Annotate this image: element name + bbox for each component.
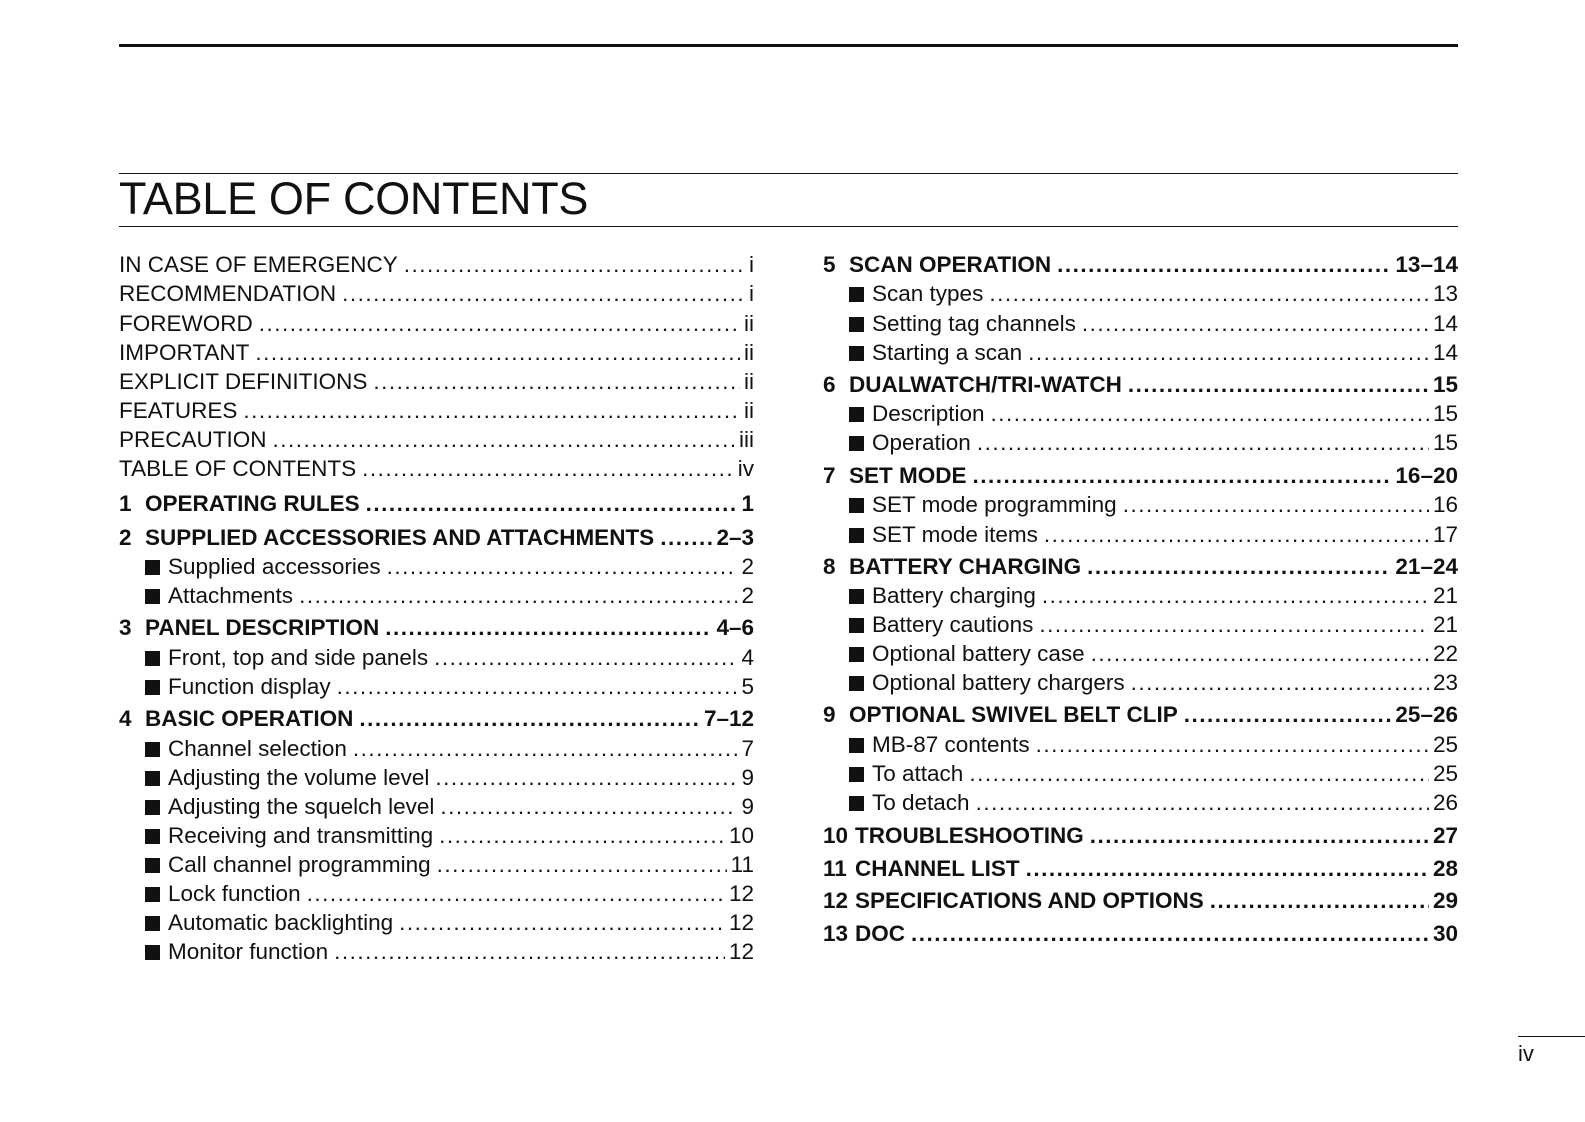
- entry-label: TROUBLESHOOTING: [855, 823, 1084, 848]
- toc-subentry[interactable]: [823, 611, 1458, 639]
- toc-subentry[interactable]: [119, 909, 754, 937]
- square-bullet-icon: [849, 676, 864, 691]
- toc-section-entry[interactable]: [119, 705, 754, 733]
- toc-section-entry[interactable]: [119, 524, 754, 552]
- toc-subentry[interactable]: [823, 731, 1458, 759]
- entry-page-number: ii: [744, 398, 754, 423]
- entry-page-number: 29: [1432, 888, 1458, 913]
- entry-label: Optional battery case: [872, 641, 1085, 666]
- entry-label: CHANNEL LIST: [855, 856, 1020, 881]
- entry-page-number: 9: [741, 794, 754, 819]
- entry-label: Battery charging: [872, 583, 1036, 608]
- dot-leader: [404, 251, 745, 279]
- entry-label: DOC: [855, 921, 905, 946]
- dot-leader: [353, 735, 738, 763]
- entry-label: To attach: [872, 761, 964, 786]
- dot-leader: [307, 880, 725, 908]
- entry-page-number: 15: [1432, 401, 1458, 426]
- entry-label: Operation: [872, 430, 971, 455]
- dot-leader: [437, 851, 727, 879]
- entry-label: FEATURES: [119, 398, 238, 423]
- section-number: 8: [823, 554, 836, 579]
- dot-leader: [337, 673, 738, 701]
- entry-page-number: 2: [741, 583, 754, 608]
- toc-subentry[interactable]: [823, 582, 1458, 610]
- dot-leader: [439, 822, 725, 850]
- dot-leader: [399, 909, 725, 937]
- square-bullet-icon: [849, 287, 864, 302]
- square-bullet-icon: [145, 916, 160, 931]
- entry-page-number: iii: [739, 427, 754, 452]
- toc-subentry[interactable]: [823, 760, 1458, 788]
- entry-label: TABLE OF CONTENTS: [119, 456, 357, 481]
- toc-subentry[interactable]: [119, 764, 754, 792]
- section-number: 3: [119, 615, 132, 640]
- entry-page-number: 2–3: [716, 525, 754, 550]
- entry-page-number: 4–6: [716, 615, 754, 640]
- toc-section-entry[interactable]: [823, 371, 1458, 399]
- dot-leader: [1184, 701, 1392, 729]
- entry-label: Scan types: [872, 281, 984, 306]
- entry-page-number: 21–24: [1395, 554, 1458, 579]
- entry-label: Call channel programming: [168, 852, 431, 877]
- entry-page-number: 16: [1432, 492, 1458, 517]
- dot-leader: [1090, 822, 1429, 850]
- entry-page-number: i: [749, 281, 754, 306]
- entry-page-number: 1: [741, 491, 754, 516]
- dot-leader: [1210, 887, 1429, 915]
- square-bullet-icon: [849, 796, 864, 811]
- entry-page-number: 30: [1432, 921, 1458, 946]
- title-rule-bottom: [119, 226, 1458, 227]
- toc-subentry[interactable]: [119, 644, 754, 672]
- toc-subentry[interactable]: [823, 789, 1458, 817]
- toc-subentry[interactable]: [823, 400, 1458, 428]
- toc-subentry[interactable]: [119, 582, 754, 610]
- dot-leader: [362, 455, 734, 483]
- dot-leader: [1028, 339, 1429, 367]
- entry-page-number: 15: [1432, 430, 1458, 455]
- square-bullet-icon: [145, 589, 160, 604]
- toc-entry[interactable]: [119, 339, 754, 367]
- toc-section-entry[interactable]: [823, 701, 1458, 729]
- square-bullet-icon: [849, 528, 864, 543]
- toc-subentry[interactable]: [823, 491, 1458, 519]
- entry-page-number: 21: [1432, 612, 1458, 637]
- dot-leader: [1091, 640, 1429, 668]
- toc-subentry[interactable]: [823, 669, 1458, 697]
- entry-label: Setting tag channels: [872, 311, 1076, 336]
- dot-leader: [385, 614, 712, 642]
- entry-page-number: 16–20: [1395, 463, 1458, 488]
- square-bullet-icon: [145, 829, 160, 844]
- toc-subentry[interactable]: [119, 938, 754, 966]
- entry-page-number: 25: [1432, 761, 1458, 786]
- square-bullet-icon: [849, 436, 864, 451]
- square-bullet-icon: [849, 346, 864, 361]
- square-bullet-icon: [145, 651, 160, 666]
- square-bullet-icon: [145, 887, 160, 902]
- square-bullet-icon: [849, 407, 864, 422]
- square-bullet-icon: [145, 771, 160, 786]
- entry-label: Supplied accessories: [168, 554, 381, 579]
- entry-page-number: 2: [741, 554, 754, 579]
- entry-label: Description: [872, 401, 985, 426]
- toc-section-entry[interactable]: [119, 614, 754, 642]
- dot-leader: [273, 426, 735, 454]
- entry-page-number: 4: [741, 645, 754, 670]
- toc-subentry[interactable]: [823, 429, 1458, 457]
- entry-page-number: 7: [741, 736, 754, 761]
- entry-label: RECOMMENDATION: [119, 281, 337, 306]
- square-bullet-icon: [145, 945, 160, 960]
- toc-section-entry[interactable]: [823, 855, 1458, 883]
- toc-entry[interactable]: [119, 310, 754, 338]
- toc-subentry[interactable]: [823, 280, 1458, 308]
- entry-page-number: ii: [744, 369, 754, 394]
- entry-page-number: i: [749, 252, 754, 277]
- footer-rule: [1518, 1036, 1585, 1037]
- dot-leader: [973, 462, 1392, 490]
- section-number: 1: [119, 491, 132, 516]
- dot-leader: [991, 400, 1429, 428]
- entry-page-number: 17: [1432, 522, 1458, 547]
- dot-leader: [1123, 491, 1429, 519]
- square-bullet-icon: [145, 680, 160, 695]
- toc-subentry[interactable]: [119, 553, 754, 581]
- section-number: 9: [823, 702, 836, 727]
- dot-leader: [969, 760, 1429, 788]
- entry-label: To detach: [872, 790, 970, 815]
- entry-page-number: 5: [741, 674, 754, 699]
- entry-page-number: ii: [744, 311, 754, 336]
- toc-entry[interactable]: [119, 455, 754, 483]
- dot-leader: [1042, 582, 1429, 610]
- entry-page-number: iv: [737, 456, 754, 481]
- toc-subentry[interactable]: [119, 822, 754, 850]
- toc-subentry[interactable]: [823, 640, 1458, 668]
- entry-label: Attachments: [168, 583, 294, 608]
- square-bullet-icon: [145, 560, 160, 575]
- section-number: 6: [823, 372, 836, 397]
- entry-label: Receiving and transmitting: [168, 823, 434, 848]
- dot-leader: [334, 938, 725, 966]
- toc-entry[interactable]: [119, 251, 754, 279]
- entry-label: PANEL DESCRIPTION: [145, 615, 380, 640]
- entry-label: SPECIFICATIONS AND OPTIONS: [855, 888, 1204, 913]
- entry-label: BASIC OPERATION: [145, 706, 354, 731]
- entry-label: Front, top and side panels: [168, 645, 429, 670]
- toc-entry[interactable]: [119, 280, 754, 308]
- dot-leader: [1036, 731, 1429, 759]
- dot-leader: [1044, 521, 1429, 549]
- toc-subentry[interactable]: [119, 673, 754, 701]
- section-number: 2: [119, 525, 132, 550]
- square-bullet-icon: [849, 498, 864, 513]
- dot-leader: [1082, 310, 1429, 338]
- entry-page-number: 27: [1432, 823, 1458, 848]
- section-number: 12: [823, 888, 849, 913]
- entry-page-number: 26: [1432, 790, 1458, 815]
- dot-leader: [440, 793, 737, 821]
- toc-subentry[interactable]: [119, 793, 754, 821]
- dot-leader: [976, 789, 1429, 817]
- entry-page-number: 21: [1432, 583, 1458, 608]
- section-number: 11: [823, 856, 847, 881]
- square-bullet-icon: [849, 767, 864, 782]
- dot-leader: [1087, 553, 1391, 581]
- toc-subentry[interactable]: [119, 880, 754, 908]
- entry-label: Channel selection: [168, 736, 347, 761]
- entry-page-number: 25: [1432, 732, 1458, 757]
- toc-subentry[interactable]: [119, 851, 754, 879]
- toc-subentry[interactable]: [823, 310, 1458, 338]
- dot-leader: [1057, 251, 1391, 279]
- square-bullet-icon: [849, 317, 864, 332]
- dot-leader: [1026, 855, 1429, 883]
- entry-label: SET mode programming: [872, 492, 1117, 517]
- square-bullet-icon: [849, 618, 864, 633]
- section-number: 13: [823, 921, 849, 946]
- entry-label: DUALWATCH/TRI-WATCH: [849, 372, 1122, 397]
- toc-entry[interactable]: [119, 368, 754, 396]
- square-bullet-icon: [145, 858, 160, 873]
- square-bullet-icon: [145, 742, 160, 757]
- entry-label: Adjusting the volume level: [168, 765, 430, 790]
- dot-leader: [1131, 669, 1429, 697]
- header-rule: [119, 44, 1458, 47]
- entry-label: Lock function: [168, 881, 301, 906]
- dot-leader: [366, 490, 738, 518]
- toc-section-entry[interactable]: [823, 251, 1458, 279]
- entry-page-number: 11: [730, 852, 754, 877]
- entry-page-number: 12: [728, 881, 754, 906]
- entry-page-number: 25–26: [1395, 702, 1458, 727]
- toc-section-entry[interactable]: [823, 462, 1458, 490]
- entry-label: MB-87 contents: [872, 732, 1030, 757]
- dot-leader: [1128, 371, 1429, 399]
- entry-label: SET mode items: [872, 522, 1038, 547]
- dot-leader: [989, 280, 1429, 308]
- toc-entry[interactable]: [119, 397, 754, 425]
- entry-label: PRECAUTION: [119, 427, 267, 452]
- entry-label: SET MODE: [849, 463, 967, 488]
- dot-leader: [1039, 611, 1429, 639]
- entry-page-number: 28: [1432, 856, 1458, 881]
- entry-label: SCAN OPERATION: [849, 252, 1052, 277]
- section-number: 5: [823, 252, 836, 277]
- entry-label: FOREWORD: [119, 311, 253, 336]
- toc-subentry[interactable]: [119, 735, 754, 763]
- dot-leader: [299, 582, 737, 610]
- entry-page-number: 22: [1432, 641, 1458, 666]
- toc-subentry[interactable]: [823, 521, 1458, 549]
- entry-page-number: 9: [741, 765, 754, 790]
- dot-leader: [911, 920, 1429, 948]
- page-title: TABLE OF CONTENTS: [119, 173, 589, 224]
- entry-page-number: 7–12: [703, 706, 754, 731]
- section-number: 7: [823, 463, 836, 488]
- entry-page-number: 15: [1432, 372, 1458, 397]
- dot-leader: [373, 368, 740, 396]
- dot-leader: [342, 280, 745, 308]
- page-number: iv: [1518, 1041, 1534, 1066]
- square-bullet-icon: [849, 738, 864, 753]
- dot-leader: [660, 524, 712, 552]
- toc-entry[interactable]: [119, 426, 754, 454]
- entry-label: Optional battery chargers: [872, 670, 1125, 695]
- entry-page-number: 10: [728, 823, 754, 848]
- dot-leader: [255, 339, 740, 367]
- entry-page-number: ii: [744, 340, 754, 365]
- entry-label: SUPPLIED ACCESSORIES AND ATTACHMENTS: [145, 525, 655, 550]
- entry-label: Adjusting the squelch level: [168, 794, 435, 819]
- toc-section-entry[interactable]: [823, 822, 1458, 850]
- dot-leader: [243, 397, 740, 425]
- entry-label: Starting a scan: [872, 340, 1023, 365]
- section-number: 4: [119, 706, 132, 731]
- toc-section-entry[interactable]: [823, 553, 1458, 581]
- entry-label: Monitor function: [168, 939, 329, 964]
- dot-leader: [387, 553, 738, 581]
- entry-label: IN CASE OF EMERGENCY: [119, 252, 398, 277]
- toc-section-entry[interactable]: [823, 887, 1458, 915]
- entry-label: IMPORTANT: [119, 340, 250, 365]
- dot-leader: [359, 705, 700, 733]
- square-bullet-icon: [849, 589, 864, 604]
- entry-page-number: 23: [1432, 670, 1458, 695]
- entry-label: EXPLICIT DEFINITIONS: [119, 369, 368, 394]
- toc-subentry[interactable]: [823, 339, 1458, 367]
- entry-page-number: 12: [728, 939, 754, 964]
- entry-page-number: 13–14: [1395, 252, 1458, 277]
- entry-page-number: 12: [728, 910, 754, 935]
- entry-label: OPERATING RULES: [145, 491, 360, 516]
- entry-label: Automatic backlighting: [168, 910, 394, 935]
- dot-leader: [434, 644, 737, 672]
- entry-label: BATTERY CHARGING: [849, 554, 1082, 579]
- dot-leader: [435, 764, 737, 792]
- entry-page-number: 14: [1432, 340, 1458, 365]
- square-bullet-icon: [849, 647, 864, 662]
- entry-label: Battery cautions: [872, 612, 1034, 637]
- entry-label: Function display: [168, 674, 331, 699]
- toc-section-entry[interactable]: [823, 920, 1458, 948]
- entry-label: OPTIONAL SWIVEL BELT CLIP: [849, 702, 1178, 727]
- section-number: 10: [823, 823, 849, 848]
- entry-page-number: 13: [1432, 281, 1458, 306]
- dot-leader: [977, 429, 1429, 457]
- toc-section-entry[interactable]: [119, 490, 754, 518]
- square-bullet-icon: [145, 800, 160, 815]
- entry-page-number: 14: [1432, 311, 1458, 336]
- dot-leader: [259, 310, 740, 338]
